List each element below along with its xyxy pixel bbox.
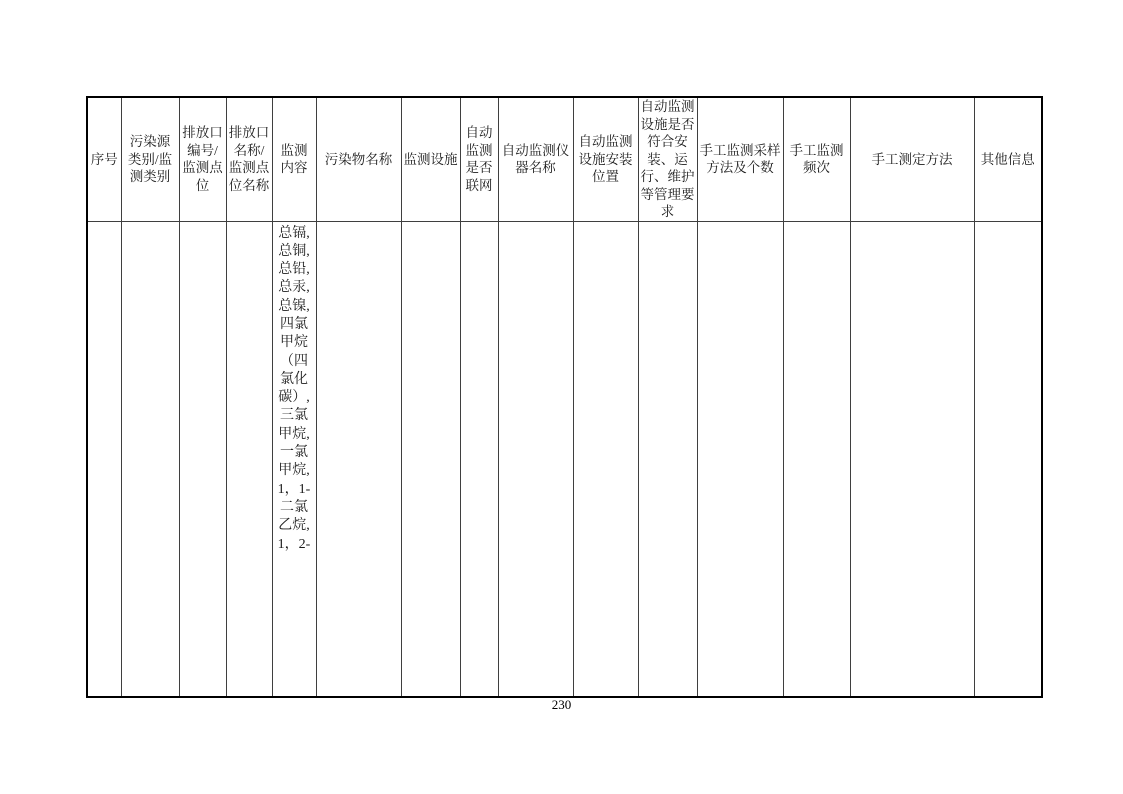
cell-monitoring-content bbox=[272, 221, 316, 697]
cell-text bbox=[180, 222, 226, 225]
table-header-row bbox=[87, 97, 1042, 221]
header-auto-monitoring-networked: 自动监测是否联网 bbox=[460, 97, 498, 221]
cell-manual-determination-method bbox=[850, 221, 974, 697]
cell-text bbox=[851, 222, 974, 225]
cell-text bbox=[402, 222, 460, 225]
monitoring-table bbox=[86, 96, 1043, 698]
cell-pollutant-name bbox=[316, 221, 401, 697]
header-manual-frequency: 手工监测频次 bbox=[783, 97, 850, 221]
cell-text bbox=[499, 222, 573, 225]
cell-text bbox=[698, 222, 783, 225]
header-pollutant-name: 污染物名称 bbox=[316, 97, 401, 221]
cell-monitoring-facility bbox=[401, 221, 460, 697]
cell-text bbox=[461, 222, 498, 225]
cell-pollution-source-category bbox=[121, 221, 179, 697]
header-auto-instrument-name: 自动监测仪器名称 bbox=[498, 97, 573, 221]
cell-auto-install-location bbox=[573, 221, 638, 697]
header-auto-compliance: 自动监测设施是否符合安装、运行、维护等管理要求 bbox=[638, 97, 697, 221]
cell-text bbox=[574, 222, 638, 225]
cell-manual-frequency bbox=[783, 221, 850, 697]
header-pollution-source-category: 污染源类别/监测类别 bbox=[121, 97, 179, 221]
cell-text bbox=[317, 222, 401, 225]
header-serial-number: 序号 bbox=[87, 97, 121, 221]
cell-manual-sampling-method bbox=[697, 221, 783, 697]
header-outlet-number: 排放口编号/监测点位 bbox=[179, 97, 226, 221]
cell-text bbox=[784, 222, 850, 225]
cell-text bbox=[88, 222, 121, 225]
cell-other-info bbox=[974, 221, 1042, 697]
cell-text bbox=[639, 222, 697, 225]
page-number: 230 bbox=[551, 697, 572, 712]
header-monitoring-content: 监测内容 bbox=[272, 97, 316, 221]
cell-outlet-number bbox=[179, 221, 226, 697]
header-manual-determination-method: 手工测定方法 bbox=[850, 97, 974, 221]
header-other-info: 其他信息 bbox=[974, 97, 1042, 221]
header-monitoring-facility: 监测设施 bbox=[401, 97, 460, 221]
table-data-row bbox=[87, 221, 1042, 697]
cell-text: 总镉, 总铜, 总铅, 总汞, 总镍, 四氯甲烷（四氯化碳）, 三氯甲烷, 一氯甲烷, 1，1-二氯乙烷, 1，2- bbox=[277, 225, 311, 552]
cell-text bbox=[975, 222, 1042, 225]
cell-outlet-name bbox=[226, 221, 272, 697]
cell-auto-compliance bbox=[638, 221, 697, 697]
header-auto-install-location: 自动监测设施安装位置 bbox=[573, 97, 638, 221]
cell-auto-instrument-name bbox=[498, 221, 573, 697]
cell-auto-monitoring-networked bbox=[460, 221, 498, 697]
cell-text bbox=[122, 222, 179, 225]
cell-serial-number bbox=[87, 221, 121, 697]
header-manual-sampling-method: 手工监测采样方法及个数 bbox=[697, 97, 783, 221]
header-outlet-name: 排放口名称/监测点位名称 bbox=[226, 97, 272, 221]
cell-text bbox=[227, 222, 272, 225]
